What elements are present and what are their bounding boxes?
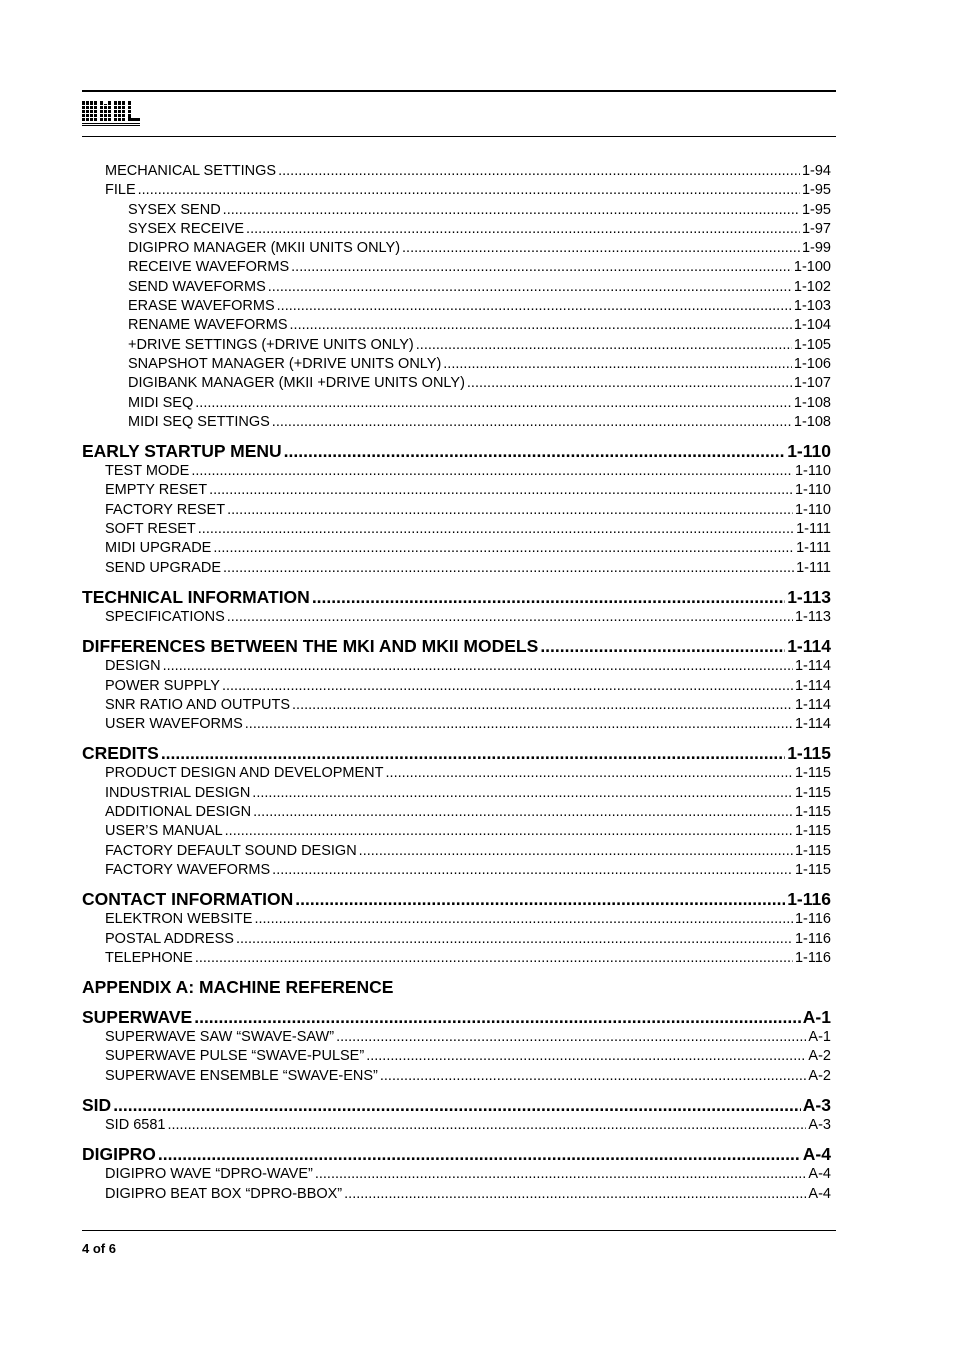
toc-section-entry[interactable]	[82, 258, 831, 277]
toc-entry-title: FACTORY DEFAULT SOUND DESIGN	[105, 842, 357, 859]
toc-entry-title: SUPERWAVE PULSE “SWAVE-PULSE”	[105, 1048, 365, 1065]
toc-section-entry[interactable]	[82, 539, 831, 558]
toc-entry-page: 1-102	[793, 278, 831, 295]
toc-entry-title: DIGIPRO WAVE “DPRO-WAVE”	[105, 1166, 313, 1183]
toc-section-entry[interactable]	[82, 949, 831, 968]
toc-section-entry[interactable]	[82, 181, 831, 200]
toc-entry-title: SOFT RESET	[105, 521, 196, 538]
toc-chapter-entry[interactable]	[82, 587, 831, 608]
toc-section-entry[interactable]	[82, 910, 831, 929]
toc-entry-page: A-4	[808, 1185, 831, 1202]
toc-entry-title: TEST MODE	[105, 463, 190, 480]
toc-chapter-entry[interactable]	[82, 743, 831, 764]
toc-entry-page: 1-99	[801, 240, 831, 257]
toc-section-entry[interactable]	[82, 677, 831, 696]
toc-entry-page: A-2	[808, 1048, 831, 1065]
dot-leader	[209, 481, 793, 500]
toc-entry-page: 1-116	[787, 889, 831, 910]
dot-leader	[223, 201, 800, 220]
toc-entry-page: A-4	[808, 1166, 831, 1183]
toc-entry-title: ADDITIONAL DESIGN	[105, 804, 252, 821]
toc-section-entry[interactable]	[82, 608, 831, 627]
dot-leader	[158, 1144, 801, 1165]
toc-entry-page: 1-110	[794, 501, 831, 518]
dot-leader	[167, 1116, 806, 1135]
toc-entry-page: 1-95	[801, 182, 831, 199]
toc-entry-title: ELEKTRON WEBSITE	[105, 911, 253, 928]
toc-entry-title: MIDI SEQ	[128, 394, 194, 411]
toc-section-entry[interactable]	[82, 1185, 831, 1204]
toc-entry-page: 1-108	[793, 394, 831, 411]
toc-entry-page: 1-113	[794, 608, 831, 625]
footer-divider	[82, 1230, 836, 1231]
dot-leader	[195, 949, 793, 968]
toc-entry-page: 1-113	[787, 586, 831, 607]
toc-entry-page: 1-114	[794, 696, 831, 713]
dot-leader	[467, 374, 792, 393]
page-number: 4	[82, 1241, 90, 1256]
toc-entry-title: MIDI UPGRADE	[105, 540, 212, 557]
dot-leader	[402, 239, 800, 258]
toc-entry-page: 1-114	[794, 677, 831, 694]
toc-section-entry[interactable]	[82, 201, 831, 220]
toc-section-entry[interactable]	[82, 803, 831, 822]
toc-entry-title: TECHNICAL INFORMATION	[82, 586, 310, 607]
dot-leader	[225, 822, 793, 841]
toc-entry-title: USER’S MANUAL	[105, 823, 223, 840]
dot-leader	[222, 677, 793, 696]
toc-entry-title: EMPTY RESET	[105, 482, 208, 499]
table-of-contents	[82, 162, 831, 1204]
dot-leader	[416, 336, 792, 355]
toc-entry-page: 1-111	[796, 521, 831, 538]
toc-chapter-entry[interactable]	[82, 1144, 831, 1165]
toc-section-entry[interactable]	[82, 462, 831, 481]
dot-leader	[227, 501, 793, 520]
dot-leader	[344, 1185, 806, 1204]
toc-entry-page: 1-115	[794, 861, 831, 878]
toc-section-entry[interactable]	[82, 657, 831, 676]
toc-section-entry[interactable]	[82, 1165, 831, 1184]
toc-entry-title: MECHANICAL SETTINGS	[105, 163, 277, 179]
dot-leader	[284, 441, 786, 462]
toc-entry-page: 1-110	[787, 441, 831, 462]
toc-entry-title: FILE	[105, 182, 136, 199]
dot-leader	[138, 181, 800, 200]
dot-leader	[254, 910, 793, 929]
toc-entry-title: POWER SUPPLY	[105, 677, 220, 694]
dot-leader	[236, 930, 793, 949]
dot-leader	[246, 220, 800, 239]
toc-entry-title: PRODUCT DESIGN AND DEVELOPMENT	[105, 765, 384, 782]
dot-leader	[272, 861, 793, 880]
dot-leader	[277, 297, 792, 316]
toc-section-entry[interactable]	[82, 501, 831, 520]
toc-section-entry[interactable]	[82, 394, 831, 413]
dot-leader	[252, 784, 793, 803]
dot-leader	[443, 355, 792, 374]
toc-entry-title: USER WAVEFORMS	[105, 716, 243, 733]
dot-leader	[163, 657, 793, 676]
toc-entry-title: DIGIPRO MANAGER (MKII UNITS ONLY)	[128, 240, 401, 257]
toc-chapter-entry[interactable]	[82, 1007, 831, 1028]
toc-section-entry[interactable]	[82, 297, 831, 316]
toc-section-entry[interactable]	[82, 220, 831, 239]
toc-entry-title: RECEIVE WAVEFORMS	[128, 259, 290, 276]
toc-entry-page: 1-114	[794, 658, 831, 675]
toc-section-entry[interactable]	[82, 413, 831, 432]
dot-leader	[540, 636, 785, 657]
toc-entry-page: 1-105	[793, 336, 831, 353]
toc-section-entry[interactable]	[82, 559, 831, 578]
dot-leader	[198, 520, 794, 539]
dot-leader	[291, 258, 792, 277]
toc-section-entry[interactable]	[82, 764, 831, 783]
dot-leader	[272, 413, 792, 432]
toc-chapter-entry[interactable]	[82, 889, 831, 910]
toc-entry-page: A-4	[802, 1144, 831, 1165]
toc-entry-page: 1-116	[794, 911, 831, 928]
toc-entry-title: FACTORY RESET	[105, 501, 226, 518]
toc-entry-title: SEND WAVEFORMS	[128, 278, 266, 295]
toc-entry-title: DIFFERENCES BETWEEN THE MKI AND MKII MODELS	[82, 636, 539, 657]
toc-entry-page: 1-115	[794, 765, 831, 782]
toc-entry-page: 1-107	[793, 375, 831, 392]
header-divider	[82, 136, 836, 137]
dot-leader	[195, 394, 792, 413]
dot-leader	[336, 1028, 806, 1047]
toc-entry-page: 1-115	[794, 804, 831, 821]
toc-chapter-entry[interactable]	[82, 441, 831, 462]
dot-leader	[113, 1095, 801, 1116]
toc-entry-title: SUPERWAVE	[82, 1007, 193, 1028]
toc-entry-page: 1-111	[796, 559, 831, 576]
toc-entry-page: 1-106	[793, 355, 831, 372]
toc-entry-title: SEND UPGRADE	[105, 559, 222, 576]
toc-section-entry[interactable]	[82, 278, 831, 297]
toc-section-entry[interactable]	[82, 239, 831, 258]
toc-entry-page: 1-116	[794, 949, 831, 966]
toc-heading-text: APPENDIX A: MACHINE REFERENCE	[82, 977, 394, 998]
toc-entry-page: 1-115	[794, 842, 831, 859]
toc-entry-page: 1-111	[796, 540, 831, 557]
toc-entry-page: 1-115	[794, 784, 831, 801]
toc-section-entry[interactable]	[82, 1067, 831, 1086]
toc-entry-title: FACTORY WAVEFORMS	[105, 861, 271, 878]
dot-leader	[312, 587, 785, 608]
toc-chapter-entry[interactable]	[82, 1095, 831, 1116]
dot-leader	[295, 889, 785, 910]
toc-entry-title: EARLY STARTUP MENU	[82, 441, 282, 462]
toc-entry-title: ERASE WAVEFORMS	[128, 298, 275, 315]
toc-entry-title: SID	[82, 1094, 112, 1115]
dot-leader	[223, 559, 794, 578]
dot-leader	[227, 608, 793, 627]
dot-leader	[290, 316, 792, 335]
toc-entry-page: 1-103	[793, 298, 831, 315]
toc-entry-page: 1-115	[787, 743, 831, 764]
dot-leader	[359, 842, 793, 861]
toc-entry-page: 1-100	[793, 259, 831, 276]
toc-section-entry[interactable]	[82, 336, 831, 355]
toc-section-entry[interactable]	[82, 1047, 831, 1066]
toc-entry-page: A-3	[808, 1116, 831, 1133]
toc-entry-page: A-1	[808, 1029, 831, 1046]
toc-entry-title: CONTACT INFORMATION	[82, 889, 294, 910]
toc-entry-title: SNAPSHOT MANAGER (+DRIVE UNITS ONLY)	[128, 355, 442, 372]
toc-entry-title: POSTAL ADDRESS	[105, 930, 234, 947]
dot-leader	[315, 1165, 807, 1184]
header-rule	[82, 90, 836, 92]
toc-section-entry[interactable]	[82, 162, 831, 181]
toc-entry-title: SID 6581	[105, 1116, 166, 1133]
elektron-logo-icon	[82, 101, 140, 126]
page-total: of 6	[92, 1241, 116, 1256]
dot-leader	[380, 1067, 807, 1086]
toc-entry-title: RENAME WAVEFORMS	[128, 317, 288, 334]
toc-entry-title: CREDITS	[82, 743, 159, 764]
toc-section-entry[interactable]	[82, 784, 831, 803]
toc-entry-page: 1-97	[801, 220, 831, 237]
dot-leader	[161, 743, 785, 764]
toc-entry-title: DIGIBANK MANAGER (MKII +DRIVE UNITS ONLY)	[128, 375, 465, 392]
toc-section-entry[interactable]	[82, 861, 831, 880]
dot-leader	[213, 539, 794, 558]
toc-appendix-heading	[82, 977, 831, 998]
toc-section-entry[interactable]	[82, 842, 831, 861]
toc-entry-page: A-2	[808, 1067, 831, 1084]
toc-entry-page: 1-114	[787, 636, 831, 657]
dot-leader	[292, 696, 793, 715]
toc-entry-title: SPECIFICATIONS	[105, 608, 225, 625]
toc-section-entry[interactable]	[82, 822, 831, 841]
toc-entry-title: DIGIPRO	[82, 1144, 156, 1165]
dot-leader	[191, 462, 793, 481]
dot-leader	[386, 764, 793, 783]
dot-leader	[366, 1047, 806, 1066]
toc-entry-title: +DRIVE SETTINGS (+DRIVE UNITS ONLY)	[128, 336, 414, 353]
toc-entry-page: A-1	[802, 1007, 831, 1028]
toc-entry-page: 1-94	[801, 163, 831, 179]
dot-leader	[278, 162, 800, 181]
toc-entry-title: INDUSTRIAL DESIGN	[105, 784, 251, 801]
toc-section-entry[interactable]	[82, 316, 831, 335]
toc-section-entry[interactable]	[82, 481, 831, 500]
toc-section-entry[interactable]	[82, 1116, 831, 1135]
toc-section-entry[interactable]	[82, 715, 831, 734]
toc-entry-page: 1-110	[794, 463, 831, 480]
toc-section-entry[interactable]	[82, 1028, 831, 1047]
toc-entry-page: 1-115	[794, 823, 831, 840]
dot-leader	[253, 803, 793, 822]
toc-entry-page: 1-104	[793, 317, 831, 334]
page-footer	[82, 1241, 116, 1256]
toc-entry-page: 1-108	[793, 413, 831, 430]
toc-section-entry[interactable]	[82, 355, 831, 374]
dot-leader	[194, 1007, 801, 1028]
toc-entry-title: MIDI SEQ SETTINGS	[128, 413, 270, 430]
toc-entry-page: 1-95	[801, 201, 831, 218]
toc-entry-title: SNR RATIO AND OUTPUTS	[105, 696, 291, 713]
toc-entry-title: SYSEX RECEIVE	[128, 220, 245, 237]
toc-entry-title: SUPERWAVE ENSEMBLE “SWAVE-ENS”	[105, 1067, 378, 1084]
toc-entry-page: 1-116	[794, 930, 831, 947]
toc-section-entry[interactable]	[82, 520, 831, 539]
toc-entry-title: DESIGN	[105, 658, 161, 675]
toc-entry-page: A-3	[802, 1094, 831, 1115]
toc-section-entry[interactable]	[82, 374, 831, 393]
toc-section-entry[interactable]	[82, 930, 831, 949]
toc-entry-title: DIGIPRO BEAT BOX “DPRO-BBOX”	[105, 1185, 343, 1202]
dot-leader	[245, 715, 793, 734]
toc-chapter-entry[interactable]	[82, 636, 831, 657]
toc-entry-title: SYSEX SEND	[128, 201, 221, 218]
toc-entry-title: TELEPHONE	[105, 949, 193, 966]
dot-leader	[268, 278, 792, 297]
toc-section-entry[interactable]	[82, 696, 831, 715]
toc-entry-title: SUPERWAVE SAW “SWAVE-SAW”	[105, 1029, 335, 1046]
toc-entry-page: 1-114	[794, 716, 831, 733]
toc-entry-page: 1-110	[794, 482, 831, 499]
